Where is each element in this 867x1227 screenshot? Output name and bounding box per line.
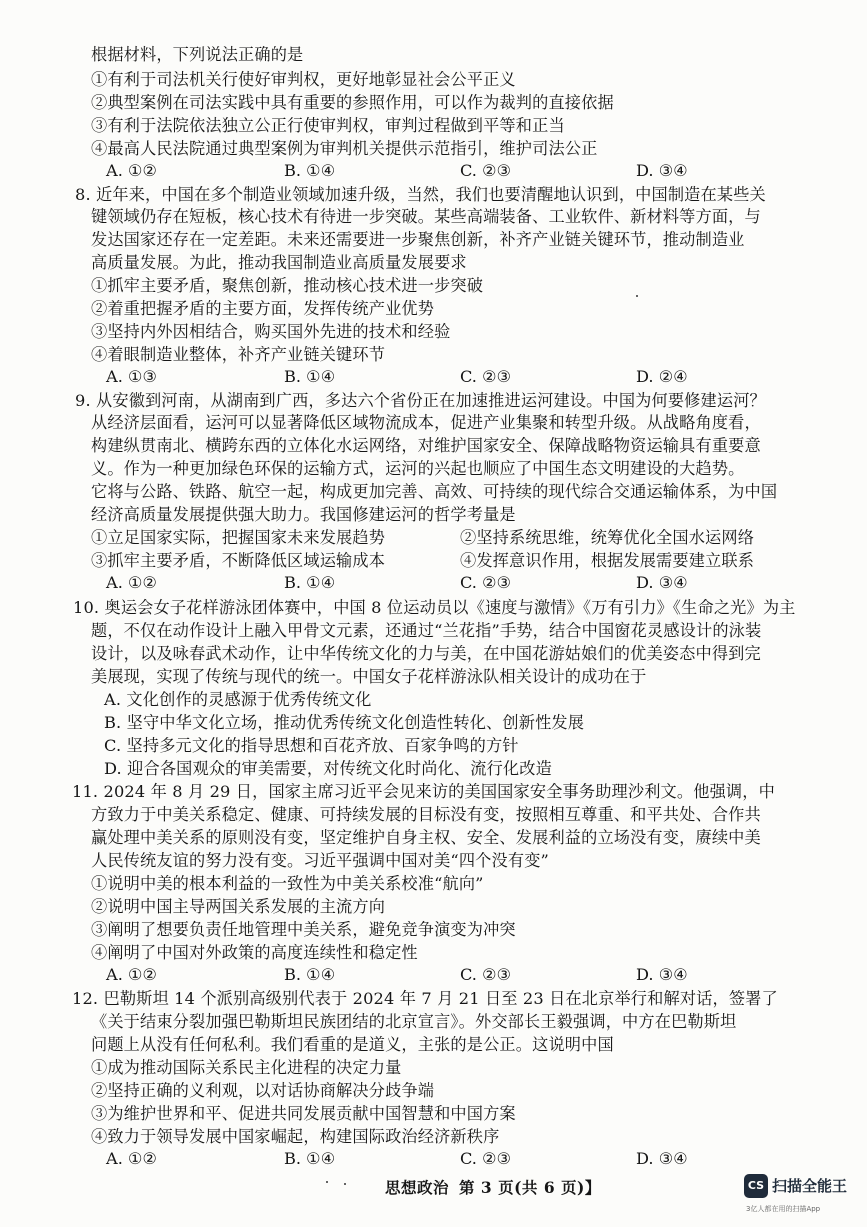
question-9-stem: 构建纵贯南北、横跨东西的立体化水运网络，对维护国家安全、保障战略物资运输具有重要意 — [91, 436, 761, 455]
question-9-stem: 它将与公路、铁路、航空一起，构成更加完善、高效、可持续的现代综合交通运输体系，为中国 — [91, 482, 778, 501]
question-11-option-a: A. ①② — [106, 965, 158, 984]
question-7-option-b: B. ①④ — [284, 161, 336, 180]
question-11-item-2: ②说明中国主导两国关系发展的主流方向 — [91, 897, 386, 916]
watermark-app-name: 扫描全能王 — [772, 1177, 848, 1195]
question-11-item-1: ①说明中美的根本利益的一致性为中美关系校准“航向” — [91, 874, 484, 893]
question-9-item-3: ③抓牢主要矛盾，不断降低区域运输成本 — [91, 551, 386, 570]
question-10-stem: 题，不仅在动作设计上融入甲骨文元素，还通过“兰花指”手势，结合中国窗花灵感设计的泳装 — [91, 621, 762, 640]
question-12-option-a: A. ①② — [106, 1149, 158, 1168]
question-9-option-a: A. ①② — [106, 573, 158, 592]
question-7-option-c: C. ②③ — [460, 161, 512, 180]
question-9-stem: 9. 从安徽到河南，从湖南到广西，多达六个省份正在加速推进运河建设。中国为何要修建运河？ — [75, 391, 766, 410]
question-9-stem: 从经济层面看，运河可以显著降低区域物流成本，促进产业集聚和转型升级。从战略角度看， — [91, 413, 761, 432]
question-8-option-c: C. ②③ — [460, 367, 512, 386]
question-12-stem: 问题上从没有任何私利。我们看重的是道义，主张的是公正。这说明中国 — [91, 1035, 614, 1054]
question-11-stem: 赢处理中美关系的原则没有变，坚定维护自身主权、安全、发展利益的立场没有变，赓续中美 — [91, 828, 761, 847]
question-12-stem: 12. 巴勒斯坦 14 个派别高级别代表于 2024 年 7 月 21 日至 23 日在北京举行和解对话，签署了 — [72, 989, 778, 1008]
footer-page-number: 第 3 页(共 6 页)】 — [459, 1178, 601, 1197]
question-7-option-a: A. ①② — [106, 161, 158, 180]
question-12-item-3: ③为维护世界和平、促进共同发展贡献中国智慧和中国方案 — [91, 1104, 516, 1123]
question-12-option-c: C. ②③ — [460, 1149, 512, 1168]
question-7-item-2: ②典型案例在司法实践中具有重要的参照作用，可以作为裁判的直接依据 — [91, 93, 614, 112]
question-11-item-3: ③阐明了想要负责任地管理中美关系，避免竞争演变为冲突 — [91, 920, 516, 939]
question-7-item-1: ①有利于司法机关行使好审判权，更好地彰显社会公平正义 — [91, 70, 516, 89]
question-10-stem: 10. 奥运会女子花样游泳团体赛中，中国 8 位运动员以《速度与激情》《万有引力》《生命之光》为主 — [73, 598, 796, 617]
question-11-stem: 人民传统友谊的努力没有变。习近平强调中国对美“四个没有变” — [91, 851, 549, 870]
scan-speck — [326, 1181, 328, 1183]
question-9-option-b: B. ①④ — [284, 573, 336, 592]
question-12-stem: 《关于结束分裂加强巴勒斯坦民族团结的北京宣言》。外交部长王毅强调，中方在巴勒斯坦 — [91, 1012, 737, 1031]
question-7-item-4: ④最高人民法院通过典型案例为审判机关提供示范指引，维护司法公正 — [91, 139, 598, 158]
question-8-item-1: ①抓牢主要矛盾，聚焦创新，推动核心技术进一步突破 — [91, 276, 484, 295]
question-12-item-1: ①成为推动国际关系民主化进程的决定力量 — [91, 1058, 402, 1077]
question-8-stem: 发达国家还存在一定差距。未来还需要进一步聚焦创新，补齐产业链关键环节，推动制造业 — [91, 230, 745, 249]
watermark-tagline: 3亿人都在用的扫描App — [746, 1205, 821, 1213]
question-12-item-4: ④致力于领导发展中国家崛起，构建国际政治经济新秩序 — [91, 1127, 500, 1146]
question-12-option-d: D. ③④ — [636, 1149, 688, 1168]
question-8-option-a: A. ①③ — [106, 367, 158, 386]
question-9-option-d: D. ③④ — [636, 573, 688, 592]
question-9-stem: 经济高质量发展提供强大助力。我国修建运河的哲学考量是 — [91, 505, 516, 524]
scan-speck — [344, 1183, 346, 1185]
question-8-option-d: D. ②④ — [636, 367, 688, 386]
question-11-stem: 11. 2024 年 8 月 29 日，国家主席习近平会见来访的美国国家安全事务助理沙利文。他强调，中 — [72, 782, 775, 801]
question-8-option-b: B. ①④ — [284, 367, 336, 386]
question-7-option-d: D. ③④ — [636, 161, 688, 180]
question-10-option-b: B. 坚守中华文化立场，推动优秀传统文化创造性转化、创新性发展 — [104, 713, 585, 732]
question-12-item-2: ②坚持正确的义利观，以对话协商解决分歧争端 — [91, 1081, 435, 1100]
question-11-item-4: ④阐明了中国对外政策的高度连续性和稳定性 — [91, 943, 418, 962]
question-9-stem: 义。作为一种更加绿色环保的运输方式，运河的兴起也顺应了中国生态文明建设的大趋势。 — [91, 459, 745, 478]
question-9-item-1: ①立足国家实际，把握国家未来发展趋势 — [91, 528, 386, 547]
question-11-option-b: B. ①④ — [284, 965, 336, 984]
scan-speck — [636, 295, 638, 297]
question-8-item-4: ④着眼制造业整体，补齐产业链关键环节 — [91, 345, 386, 364]
question-9-item-2: ②坚持系统思维，统筹优化全国水运网络 — [460, 528, 755, 547]
page-footer — [385, 1176, 601, 1198]
question-7-item-3: ③有利于法院依法独立公正行使审判权，审判过程做到平等和正当 — [91, 116, 565, 135]
question-8-item-2: ②着重把握矛盾的主要方面，发挥传统产业优势 — [91, 299, 435, 318]
question-10-option-d: D. 迎合各国观众的审美需要，对传统文化时尚化、流行化改造 — [104, 759, 552, 778]
question-7-prompt: 根据材料，下列说法正确的是 — [91, 45, 304, 64]
scanner-watermark — [744, 1171, 864, 1223]
question-9-item-4: ④发挥意识作用，根据发展需要建立联系 — [460, 551, 755, 570]
question-10-stem: 美展现，实现了传统与现代的统一。中国女子花样游泳队相关设计的成功在于 — [91, 667, 647, 686]
question-8-item-3: ③坚持内外因相结合，购买国外先进的技术和经验 — [91, 322, 451, 341]
question-9-option-c: C. ②③ — [460, 573, 512, 592]
footer-subject: 思想政治 — [385, 1178, 450, 1197]
question-8-stem: 键领域仍存在短板，核心技术有待进一步突破。某些高端装备、工业软件、新材料等方面，与 — [91, 207, 761, 226]
question-11-option-c: C. ②③ — [460, 965, 512, 984]
question-8-stem: 8. 近年来，中国在多个制造业领域加速升级，当然，我们也要清醒地认识到，中国制造在某些关 — [75, 185, 766, 204]
question-10-option-c: C. 坚持多元文化的指导思想和百花齐放、百家争鸣的方针 — [104, 736, 519, 755]
question-8-stem: 高质量发展。为此，推动我国制造业高质量发展要求 — [91, 253, 467, 272]
question-10-option-a: A. 文化创作的灵感源于优秀传统文化 — [104, 690, 372, 709]
question-11-stem: 方致力于中美关系稳定、健康、可持续发展的目标没有变，按照相互尊重、和平共处、合作共 — [91, 805, 761, 824]
question-11-option-d: D. ③④ — [636, 965, 688, 984]
camscanner-logo-icon: CS — [744, 1174, 768, 1198]
question-12-option-b: B. ①④ — [284, 1149, 336, 1168]
question-10-stem: 设计，以及咏春武术动作，让中华传统文化的力与美，在中国花游姑娘们的优美姿态中得到完 — [91, 644, 761, 663]
